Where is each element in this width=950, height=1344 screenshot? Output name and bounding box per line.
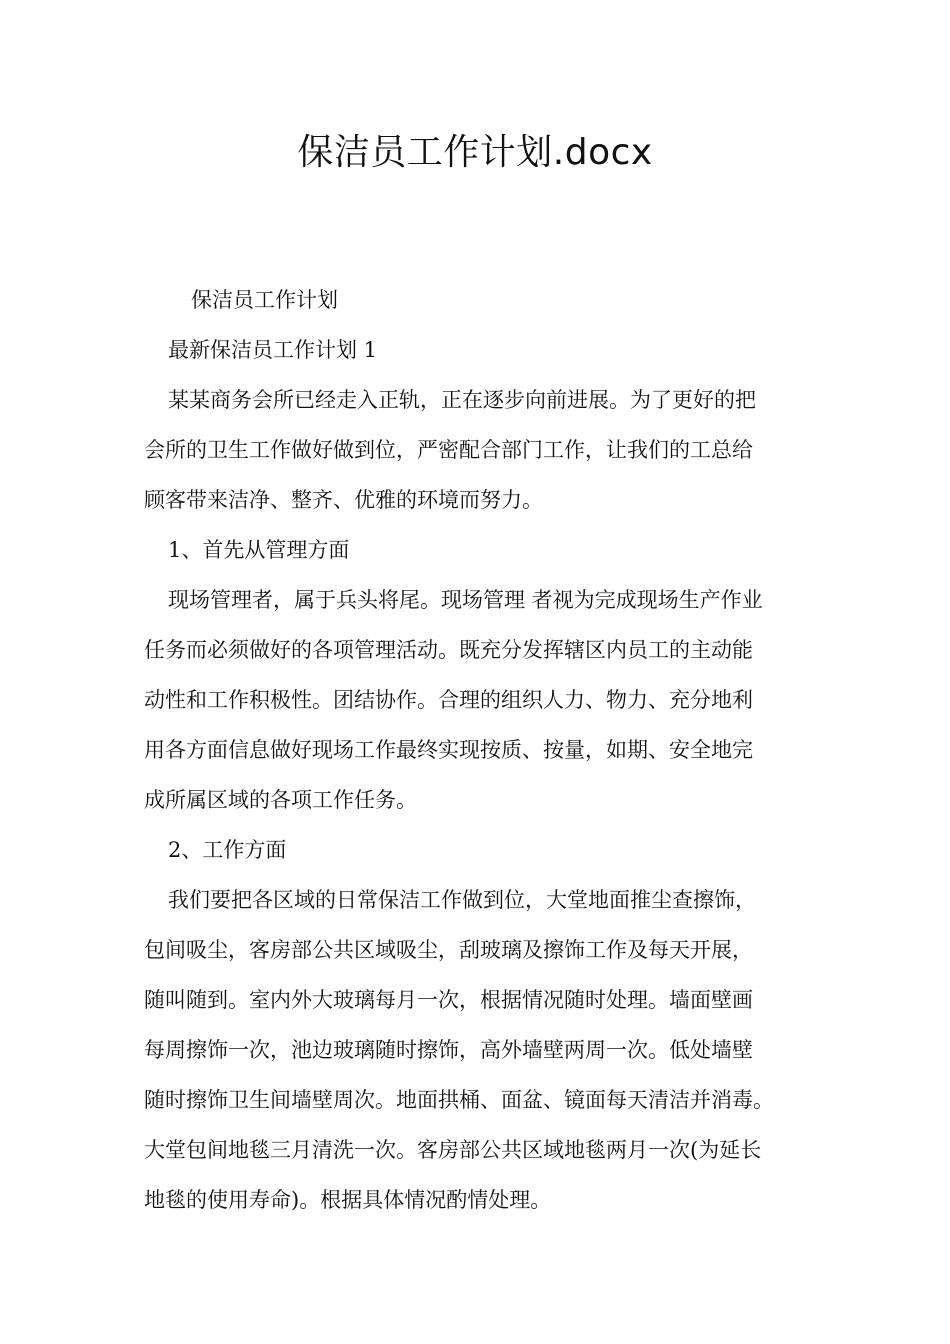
paragraph-line: 会所的卫生工作做好做到位，严密配合部门工作，让我们的工总给: [144, 438, 753, 462]
section-title: 保洁员工作计划: [191, 288, 338, 312]
paragraph-line: 包间吸尘，客房部公共区域吸尘，刮玻璃及擦饰工作及每天开展，: [144, 938, 753, 962]
document-body: [144, 275, 834, 1225]
paragraph-line: 任务而必须做好的各项管理活动。既充分发挥辖区内员工的主动能: [144, 638, 753, 662]
paragraph-line: 现场管理者，属于兵头将尾。现场管理 者视为完成现场生产作业: [168, 588, 763, 612]
subheading: 2、工作方面: [168, 838, 287, 862]
paragraph-line: 顾客带来洁净、整齐、优雅的环境而努力。: [144, 488, 543, 512]
section-heading: 最新保洁员工作计划 1: [168, 338, 378, 362]
paragraph-line: 随时擦饰卫生间墙壁周次。地面拱桶、面盆、镜面每天清洁并消毒。: [144, 1088, 774, 1112]
paragraph-line: 成所属区域的各项工作任务。: [144, 788, 417, 812]
paragraph-line: 地毯的使用寿命)。根据具体情况酌情处理。: [144, 1188, 552, 1212]
paragraph-line: 每周擦饰一次，池边玻璃随时擦饰，高外墙壁两周一次。低处墙壁: [144, 1038, 753, 1062]
document-title: 保洁员工作计划.docx: [297, 132, 653, 173]
subheading: 1、首先从管理方面: [168, 538, 350, 562]
paragraph-line: 用各方面信息做好现场工作最终实现按质、按量，如期、安全地完: [144, 738, 753, 762]
paragraph-line: 某某商务会所已经走入正轨，正在逐步向前进展。为了更好的把: [168, 388, 756, 412]
paragraph-line: 我们要把各区域的日常保洁工作做到位，大堂地面推尘查擦饰，: [168, 888, 756, 912]
paragraph-line: 随叫随到。室内外大玻璃每月一次，根据情况随时处理。墙面壁画: [144, 988, 753, 1012]
paragraph-line: 动性和工作积极性。团结协作。合理的组织人力、物力、充分地利: [144, 688, 753, 712]
paragraph-line: 大堂包间地毯三月清洗一次。客房部公共区域地毯两月一次(为延长: [144, 1138, 762, 1162]
